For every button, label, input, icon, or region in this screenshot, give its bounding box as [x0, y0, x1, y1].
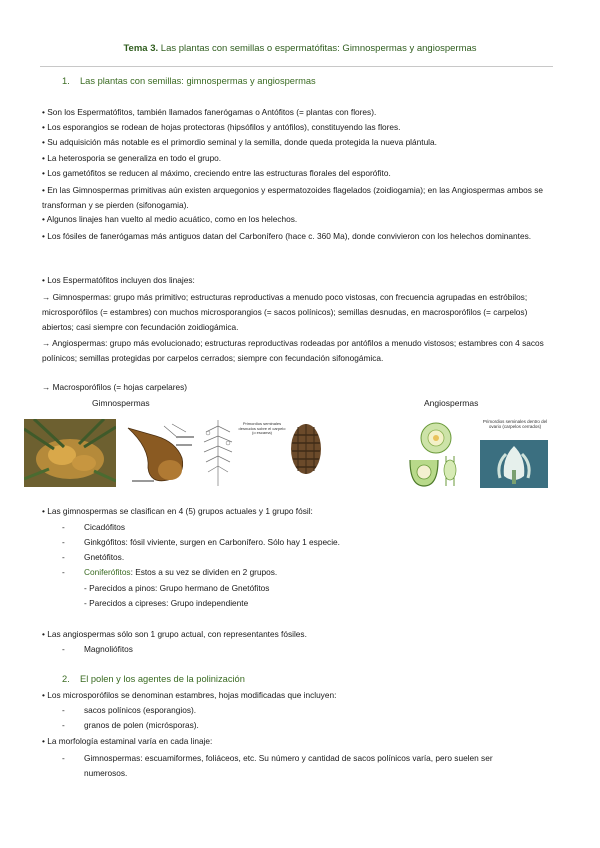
group-item-cicadofitos-text: Cicadófitos	[84, 522, 126, 532]
cycad-photo	[24, 419, 116, 487]
angio-groups-intro: • Las angiospermas sólo son 1 grupo actual, con representantes fósiles.	[42, 629, 307, 639]
morphology-intro: • La morfología estaminal varía en cada linaje:	[42, 736, 213, 746]
section2-heading	[62, 674, 245, 684]
angio-description: → Angiospermas: grupo más evolucionado; estructuras reproductivas rodeadas por antófilos a menudo vistosos; estambres con 4 sacos polínicos; semillas protegidas por carpelos cerrados; siempre con fecundación sifonogámica.	[42, 338, 544, 363]
flower-diagram	[396, 420, 476, 488]
group-item-cicadofitos: - Cicadófitos	[62, 522, 126, 532]
gymno-figure-caption: Primordios seminales desnudos sobre el carpelo (o escama)	[238, 421, 286, 435]
group-item-ginkgofitos-text: Ginkgófitos: fósil viviente, surgen en Carbonífero. Sólo hay 1 especie.	[84, 537, 340, 547]
section1-number: 1.	[62, 76, 70, 86]
bullet-3: • Su adquisición más notable es el primordio seminal y la semilla, donde queda protegida la nueva plántula.	[42, 137, 437, 147]
stamen-item-sacos-text: sacos polínicos (esporangios).	[84, 705, 197, 715]
gymno-stamen-item: - Gimnospermas: escuamiformes, foliáceos, etc. Su número y cantidad de sacos polínicos varía, pero suelen ser numerosos.	[62, 751, 532, 781]
groups-intro: • Las gimnospermas se clasifican en 4 (5) grupos actuales y 1 grupo fósil:	[42, 506, 313, 516]
page-title	[0, 43, 600, 54]
bullet-8: • Los fósiles de fanerógamas más antiguos datan del Carbonífero (hace c. 360 Ma), donde convivieron con los helechos dominantes.	[42, 231, 532, 241]
section2-intro: • Los microsporófilos se denominan estambres, hojas modificadas que incluyen:	[42, 690, 337, 700]
figure-label-gymnosperms: Gimnospermas	[92, 398, 150, 408]
title-rest: Las plantas con semillas o espermatófitas: Gimnospermas y angiospermas	[158, 43, 477, 54]
figure-label-angiosperms: Angiospermas	[424, 398, 479, 408]
cone-line-drawing	[198, 418, 238, 488]
coniferofitos-name: Coniferófitos	[84, 567, 131, 577]
conifer-subgroup-cipreses: - Parecidos a cipreses: Grupo independiente	[84, 598, 249, 608]
macrosporophyll-line: → Macrosporófilos (= hojas carpelares)	[42, 382, 188, 392]
title-rule	[40, 66, 553, 67]
bullet-5: • Los gametófitos se reducen al máximo, creciendo entre las estructuras florales del esporófito.	[42, 168, 391, 178]
bullet-2: • Los esporangios se rodean de hojas protectoras (hipsófilos y antófilos), constituyendo las flores.	[42, 122, 401, 132]
group-item-magnoliofitos: - Magnoliófitos	[62, 644, 133, 654]
bullet-4: • La heterosporia se generaliza en todo el grupo.	[42, 153, 222, 163]
gymno-description: → Gimnospermas: grupo más primitivo; estructuras reproductivas a menudo poco vistosas, con frecuencia agrupadas en estróbilos; microsporófilos (= estambres) con muchos microsporangios (= sacos polínicos); semillas desnudas, en macrosporófilos (= carpelos) abiertos; casi siempre con fecundación zoidiogámica.	[42, 292, 528, 332]
pine-cone-photo	[288, 421, 324, 477]
bullet-1: • Son los Espermatófitos, también llamados fanerógamas o Antófitos (= plantas con flores).	[42, 107, 377, 117]
group-item-gnetofitos: - Gnetófitos.	[62, 552, 125, 562]
flower-photo	[480, 440, 548, 488]
ovule-illustration	[120, 418, 196, 488]
title-bold: Tema 3.	[123, 43, 159, 54]
angio-figure-caption: Primordios seminales dentro del ovario (carpelos cerrados)	[482, 419, 548, 429]
group-item-gnetofitos-text: Gnetófitos.	[84, 552, 125, 562]
lineages-intro: • Los Espermatófitos incluyen dos linajes:	[42, 275, 195, 285]
coniferofitos-description: : Estos a su vez se dividen en 2 grupos.	[130, 567, 278, 577]
bullet-7: • Algunos linajes han vuelto al medio acuático, como en los helechos.	[42, 214, 298, 224]
section2-number: 2.	[62, 674, 70, 684]
section2-heading-text: El polen y los agentes de la polinización	[80, 674, 245, 684]
stamen-item-granos: - granos de polen (micrósporas).	[62, 720, 199, 730]
group-item-ginkgofitos: - Ginkgófitos: fósil viviente, surgen en Carbonífero. Sólo hay 1 especie.	[62, 537, 340, 547]
group-item-coniferofitos: - Coniferófitos: Estos a su vez se dividen en 2 grupos.	[62, 567, 278, 577]
section1-heading	[62, 76, 316, 86]
stamen-item-sacos: - sacos polínicos (esporangios).	[62, 705, 197, 715]
bullet-6: • En las Gimnospermas primitivas aún existen arquegonios y espermatozoides flagelados (zoidiogamia); en las Angiospermas ambos se transforman y se pierden (sifonogamia).	[42, 185, 543, 210]
gymno-stamen-item-text: Gimnospermas: escuamiformes, foliáceos, etc. Su número y cantidad de sacos polínicos varía, pero suelen ser numerosos.	[84, 753, 493, 778]
stamen-item-granos-text: granos de polen (micrósporas).	[84, 720, 199, 730]
group-item-magnoliofitos-text: Magnoliófitos	[84, 644, 133, 654]
section1-heading-text: Las plantas con semillas: gimnospermas y angiospermas	[80, 76, 316, 86]
conifer-subgroup-pinos: - Parecidos a pinos: Grupo hermano de Gnetófitos	[84, 583, 270, 593]
